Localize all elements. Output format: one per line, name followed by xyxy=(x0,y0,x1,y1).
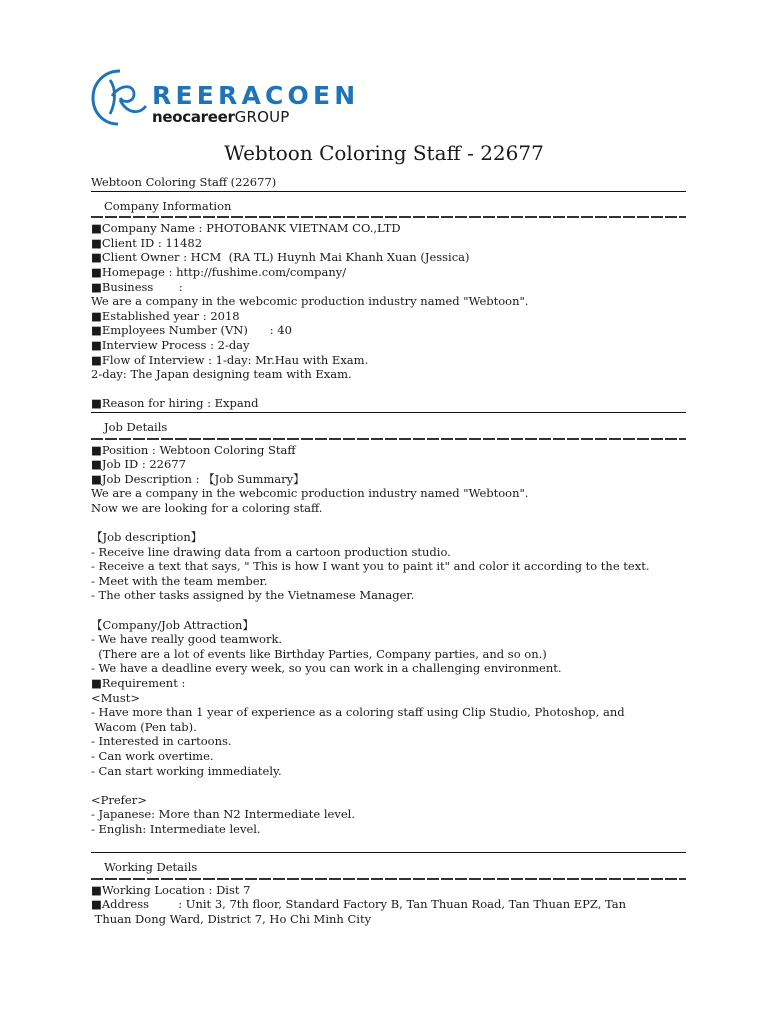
company-line: ■Business : xyxy=(91,279,183,294)
section-heading-company: Company Information xyxy=(104,198,232,213)
logo-brand: REERACOEN xyxy=(152,81,360,110)
company-line: ■Client ID : 11482 xyxy=(91,235,203,250)
dashed-divider xyxy=(91,438,686,440)
company-line: ■Company Name : PHOTOBANK VIETNAM CO.,LTD xyxy=(91,221,401,236)
job-line: ■Job ID : 22677 xyxy=(91,457,186,472)
job-desc-line: - The other tasks assigned by the Vietnamese Manager. xyxy=(91,588,415,603)
logo-swirl-icon xyxy=(90,68,150,128)
document-body xyxy=(91,175,686,927)
section-heading-working: Working Details xyxy=(104,860,198,875)
section-heading-job: Job Details xyxy=(104,419,168,434)
working-line: Thuan Dong Ward, District 7, Ho Chi Minh City xyxy=(91,911,372,926)
company-line: ■Flow of Interview : 1-day: Mr.Hau with Exam. xyxy=(91,352,369,367)
prefer-line: - English: Intermediate level. xyxy=(91,821,261,836)
job-line: ■Job Description : 【Job Summary】 xyxy=(91,471,305,486)
prefer-line: - Japanese: More than N2 Intermediate level. xyxy=(91,807,355,822)
job-desc-line: 【Job description】 xyxy=(91,530,203,545)
job-line: Now we are looking for a coloring staff. xyxy=(91,500,323,515)
company-line: ■Employees Number (VN) : 40 xyxy=(91,323,292,338)
attraction-line: - Have more than 1 year of experience as a coloring staff using Clip Studio, Photoshop, and xyxy=(91,705,625,720)
page-title: Webtoon Coloring Staff - 22677 xyxy=(224,141,544,165)
company-line: ■Homepage : http://fushime.com/company/ xyxy=(91,264,347,279)
divider xyxy=(91,852,686,853)
divider xyxy=(91,191,686,192)
attraction-line: - We have a deadline every week, so you can work in a challenging environment. xyxy=(91,661,562,676)
dashed-divider xyxy=(91,878,686,880)
job-subtitle: Webtoon Coloring Staff (22677) xyxy=(91,175,277,189)
attraction-line: <Must> xyxy=(91,690,140,705)
attraction-line: ■Requirement : xyxy=(91,676,186,690)
attraction-line: (There are a lot of events like Birthday Parties, Company parties, and so on.) xyxy=(91,646,547,661)
company-line: 2-day: The Japan designing team with Exam. xyxy=(91,367,352,382)
company-line: We are a company in the webcomic production industry named "Webtoon". xyxy=(91,294,529,309)
reason-for-hiring: ■Reason for hiring : Expand xyxy=(91,396,259,411)
company-line: ■Interview Process : 2-day xyxy=(91,337,250,352)
attraction-line: Wacom (Pen tab). xyxy=(91,719,197,734)
company-line: ■Client Owner : HCM (RA TL) Huynh Mai Khanh Xuan (Jessica) xyxy=(91,250,470,265)
divider xyxy=(91,412,686,413)
working-line: ■Address : Unit 3, 7th floor, Standard Factory B, Tan Thuan Road, Tan Thuan EPZ, Tan xyxy=(91,897,627,912)
job-line: We are a company in the webcomic production industry named "Webtoon". xyxy=(91,486,529,501)
job-desc-line: - Meet with the team member. xyxy=(91,573,268,588)
attraction-line: - Can start working immediately. xyxy=(91,763,282,778)
attraction-line: - Can work overtime. xyxy=(91,748,214,763)
prefer-line: <Prefer> xyxy=(91,792,147,807)
dashed-divider xyxy=(91,216,686,218)
job-line: ■Position : Webtoon Coloring Staff xyxy=(91,442,296,457)
attraction-line: 【Company/Job Attraction】 xyxy=(91,617,254,632)
company-logo xyxy=(90,68,360,128)
job-desc-line: - Receive a text that says, " This is how I want you to paint it" and color it according to the text. xyxy=(91,559,650,574)
attraction-line: - Interested in cartoons. xyxy=(91,734,232,749)
working-line: ■Working Location : Dist 7 xyxy=(91,882,251,897)
company-line: ■Established year : 2018 xyxy=(91,308,240,323)
logo-subtitle: neocareerGROUP xyxy=(152,108,290,126)
job-desc-line: - Receive line drawing data from a cartoon production studio. xyxy=(91,544,451,559)
attraction-line: - We have really good teamwork. xyxy=(91,632,283,647)
